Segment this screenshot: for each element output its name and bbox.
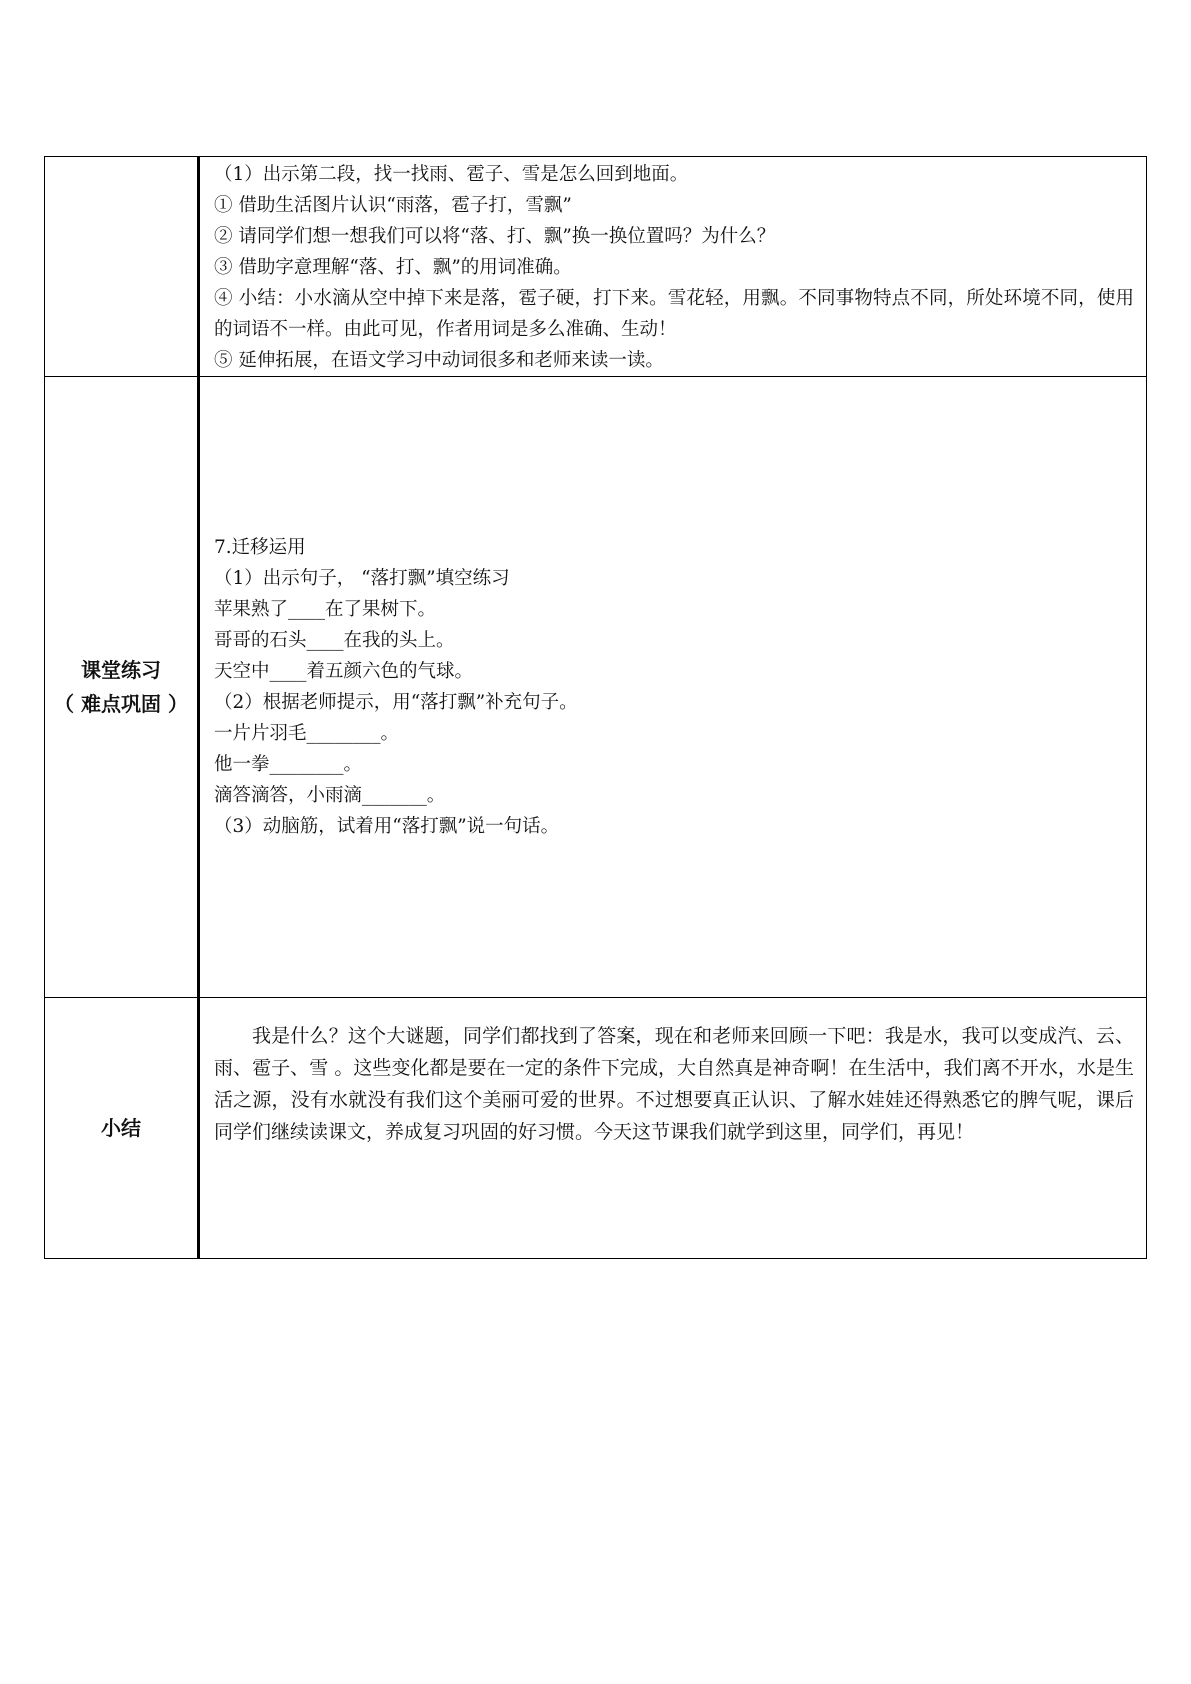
practice-line-10: （3）动脑筋，试着用“落打飘”说一句话。 bbox=[214, 816, 560, 837]
process-content-cell bbox=[199, 157, 1147, 377]
practice-content-cell bbox=[199, 377, 1147, 998]
table-row-process bbox=[45, 157, 1147, 377]
row-label-empty bbox=[45, 157, 199, 377]
practice-line-7: 一片片羽毛________。 bbox=[214, 723, 400, 744]
practice-line-4: 哥哥的石头____在我的头上。 bbox=[214, 630, 455, 651]
practice-label-subtitle: （ 难点巩固 ） bbox=[54, 692, 188, 716]
process-line-2: ① 借助生活图片认识“雨落，雹子打，雪飘” bbox=[214, 195, 572, 216]
process-line-4: ③ 借助字意理解“落、打、飘”的用词准确。 bbox=[214, 257, 572, 278]
table-row-practice bbox=[45, 377, 1147, 998]
summary-content-cell bbox=[199, 998, 1147, 1259]
practice-label-cell bbox=[45, 377, 199, 998]
practice-label-title: 课堂练习 bbox=[81, 658, 161, 682]
process-line-6: ⑤ 延伸拓展，在语文学习中动词很多和老师来读一读。 bbox=[214, 350, 664, 371]
table-row-summary bbox=[45, 998, 1147, 1259]
practice-line-3: 苹果熟了____在了果树下。 bbox=[214, 599, 437, 620]
process-line-1: （1）出示第二段，找一找雨、雹子、雪是怎么回到地面。 bbox=[214, 164, 689, 185]
practice-line-2: （1）出示句子， “落打飘”填空练习 bbox=[214, 568, 510, 589]
practice-line-8: 他一拳________。 bbox=[214, 754, 363, 775]
practice-line-9: 滴答滴答，小雨滴_______。 bbox=[214, 785, 446, 806]
process-line-3: ② 请同学们想一想我们可以将“落、打、飘”换一换位置吗？为什么？ bbox=[214, 226, 776, 247]
practice-line-5: 天空中____着五颜六色的气球。 bbox=[214, 661, 474, 682]
practice-line-6: （2）根据老师提示，用“落打飘”补充句子。 bbox=[214, 692, 578, 713]
practice-line-1: 7.迁移运用 bbox=[214, 537, 306, 558]
lesson-plan-table bbox=[44, 156, 1147, 1259]
summary-label-cell: 小结 bbox=[45, 998, 199, 1259]
summary-paragraph: 我是什么？这个大谜题，同学们都找到了答案，现在和老师来回顾一下吧：我是水，我可以变成汽、云、雨、雹子、雪 。这些变化都是要在一定的条件下完成，大自然真是神奇啊！在生活中，我们离不开水，水是生活之源，没有水就没有我们这个美丽可爱的世界。不过想要真正认识、了解水娃娃还得熟悉它的脾气呢，课后同学们继续读课文，养成复习巩固的好习惯。今天这节课我们就学到这里，同学们，再见！ bbox=[214, 1025, 1134, 1143]
process-line-5: ④ 小结：小水滴从空中掉下来是落，雹子硬，打下来。雪花轻，用飘。不同事物特点不同，所处环境不同，使用的词语不一样。由此可见，作者用词是多么准确、生动！ bbox=[214, 288, 1134, 340]
